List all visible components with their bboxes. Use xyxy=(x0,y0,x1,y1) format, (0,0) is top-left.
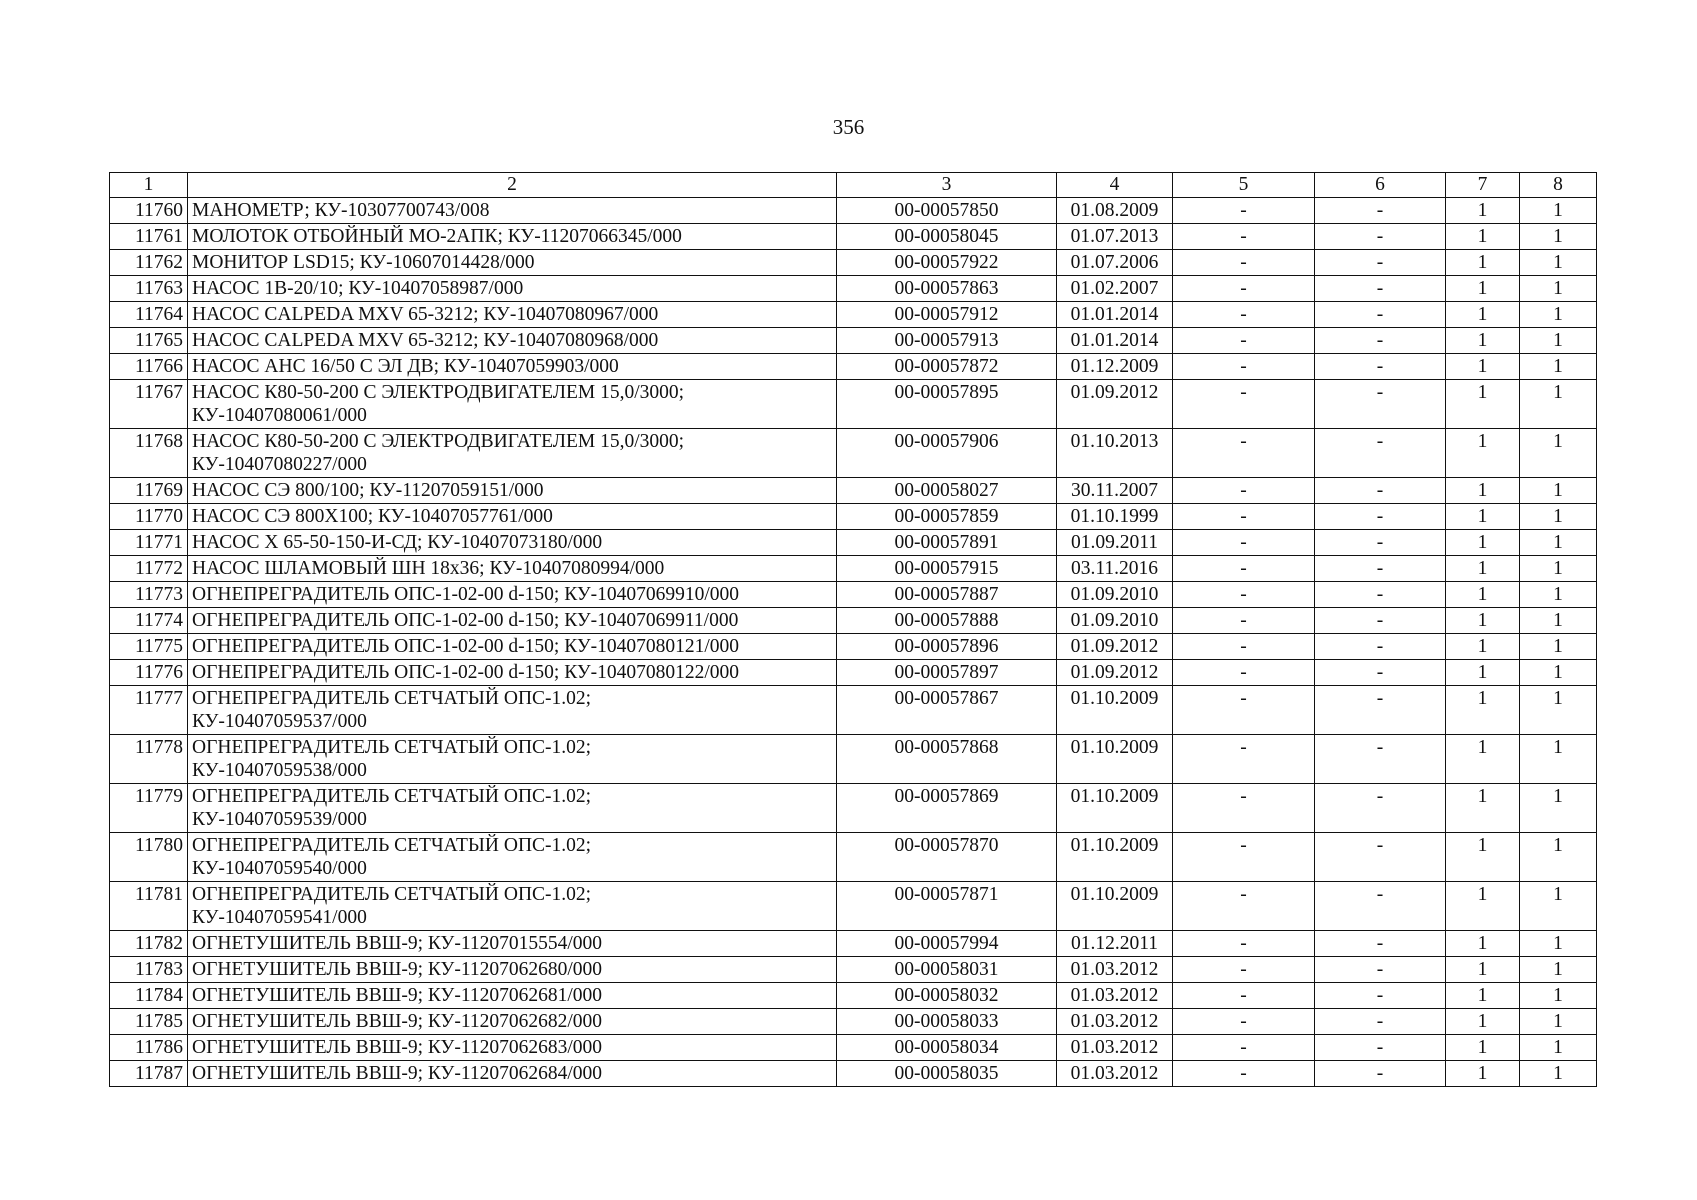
table-row xyxy=(110,380,1597,429)
date-cell: 01.01.2014 xyxy=(1057,302,1173,328)
col8-cell: 1 xyxy=(1520,833,1597,882)
col5-cell: - xyxy=(1173,957,1315,983)
col7-cell: 1 xyxy=(1446,983,1520,1009)
date-cell: 01.10.2009 xyxy=(1057,735,1173,784)
col5-cell: - xyxy=(1173,250,1315,276)
item-name-cell: МОЛОТОК ОТБОЙНЫЙ МО-2АПК; КУ-11207066345/000 xyxy=(188,224,837,250)
col6-cell: - xyxy=(1315,931,1446,957)
date-cell: 01.09.2011 xyxy=(1057,530,1173,556)
date-cell: 01.12.2011 xyxy=(1057,931,1173,957)
date-cell: 01.01.2014 xyxy=(1057,328,1173,354)
item-name-cell: ОГНЕПРЕГРАДИТЕЛЬ СЕТЧАТЫЙ ОПС-1.02; КУ-10407059538/000 xyxy=(188,735,837,784)
col8-cell: 1 xyxy=(1520,198,1597,224)
inventory-code-cell: 00-00057906 xyxy=(837,429,1057,478)
col8-cell: 1 xyxy=(1520,1009,1597,1035)
col5-cell: - xyxy=(1173,478,1315,504)
col5-cell: - xyxy=(1173,380,1315,429)
item-name-cell: ОГНЕПРЕГРАДИТЕЛЬ СЕТЧАТЫЙ ОПС-1.02; КУ-10407059541/000 xyxy=(188,882,837,931)
table-row xyxy=(110,931,1597,957)
inventory-code-cell: 00-00057871 xyxy=(837,882,1057,931)
col5-cell: - xyxy=(1173,582,1315,608)
col7-cell: 1 xyxy=(1446,660,1520,686)
col6-cell: - xyxy=(1315,1061,1446,1087)
col5-cell: - xyxy=(1173,1009,1315,1035)
inventory-code-cell: 00-00058027 xyxy=(837,478,1057,504)
table-row xyxy=(110,478,1597,504)
row-number-cell: 11780 xyxy=(110,833,188,882)
item-name-cell: НАСОС К80-50-200 С ЭЛЕКТРОДВИГАТЕЛЕМ 15,0/3000; КУ-10407080061/000 xyxy=(188,380,837,429)
col6-cell: - xyxy=(1315,250,1446,276)
header-row xyxy=(110,173,1597,198)
inventory-code-cell: 00-00058045 xyxy=(837,224,1057,250)
row-number-cell: 11775 xyxy=(110,634,188,660)
col8-cell: 1 xyxy=(1520,931,1597,957)
col8-cell: 1 xyxy=(1520,634,1597,660)
inventory-code-cell: 00-00057859 xyxy=(837,504,1057,530)
row-number-cell: 11763 xyxy=(110,276,188,302)
col7-cell: 1 xyxy=(1446,1009,1520,1035)
col6-cell: - xyxy=(1315,582,1446,608)
row-number-cell: 11770 xyxy=(110,504,188,530)
inventory-code-cell: 00-00057868 xyxy=(837,735,1057,784)
inventory-code-cell: 00-00057912 xyxy=(837,302,1057,328)
col8-cell: 1 xyxy=(1520,735,1597,784)
item-name-cell: НАСОС СЭ 800/100; КУ-11207059151/000 xyxy=(188,478,837,504)
inventory-code-cell: 00-00057872 xyxy=(837,354,1057,380)
col6-cell: - xyxy=(1315,660,1446,686)
inventory-code-cell: 00-00057887 xyxy=(837,582,1057,608)
inventory-code-cell: 00-00057870 xyxy=(837,833,1057,882)
date-cell: 01.09.2012 xyxy=(1057,380,1173,429)
row-number-cell: 11761 xyxy=(110,224,188,250)
table-row xyxy=(110,608,1597,634)
col6-cell: - xyxy=(1315,478,1446,504)
item-name-cell: ОГНЕПРЕГРАДИТЕЛЬ СЕТЧАТЫЙ ОПС-1.02; КУ-10407059540/000 xyxy=(188,833,837,882)
date-cell: 01.10.2009 xyxy=(1057,784,1173,833)
col7-cell: 1 xyxy=(1446,250,1520,276)
item-name-cell: ОГНЕПРЕГРАДИТЕЛЬ СЕТЧАТЫЙ ОПС-1.02; КУ-10407059539/000 xyxy=(188,784,837,833)
row-number-cell: 11773 xyxy=(110,582,188,608)
col6-cell: - xyxy=(1315,784,1446,833)
col6-cell: - xyxy=(1315,504,1446,530)
col5-cell: - xyxy=(1173,784,1315,833)
col6-cell: - xyxy=(1315,276,1446,302)
col7-cell: 1 xyxy=(1446,478,1520,504)
table-row xyxy=(110,530,1597,556)
date-cell: 01.10.2009 xyxy=(1057,686,1173,735)
table-row xyxy=(110,1061,1597,1087)
col7-cell: 1 xyxy=(1446,784,1520,833)
col5-cell: - xyxy=(1173,354,1315,380)
col6-cell: - xyxy=(1315,634,1446,660)
col8-cell: 1 xyxy=(1520,784,1597,833)
inventory-code-cell: 00-00057913 xyxy=(837,328,1057,354)
col6-cell: - xyxy=(1315,1009,1446,1035)
col8-cell: 1 xyxy=(1520,302,1597,328)
row-number-cell: 11784 xyxy=(110,983,188,1009)
date-cell: 01.09.2012 xyxy=(1057,634,1173,660)
col8-cell: 1 xyxy=(1520,276,1597,302)
inventory-code-cell: 00-00057994 xyxy=(837,931,1057,957)
inventory-code-cell: 00-00057922 xyxy=(837,250,1057,276)
col7-cell: 1 xyxy=(1446,686,1520,735)
date-cell: 01.03.2012 xyxy=(1057,957,1173,983)
date-cell: 01.10.2009 xyxy=(1057,833,1173,882)
item-name-cell: ОГНЕТУШИТЕЛЬ ВВШ-9; КУ-11207062681/000 xyxy=(188,983,837,1009)
col7-cell: 1 xyxy=(1446,530,1520,556)
table-row xyxy=(110,504,1597,530)
col8-cell: 1 xyxy=(1520,429,1597,478)
row-number-cell: 11772 xyxy=(110,556,188,582)
date-cell: 01.07.2006 xyxy=(1057,250,1173,276)
date-cell: 01.03.2012 xyxy=(1057,983,1173,1009)
col7-cell: 1 xyxy=(1446,931,1520,957)
item-name-cell: ОГНЕТУШИТЕЛЬ ВВШ-9; КУ-11207062684/000 xyxy=(188,1061,837,1087)
table-row xyxy=(110,354,1597,380)
col6-cell: - xyxy=(1315,302,1446,328)
col8-cell: 1 xyxy=(1520,686,1597,735)
item-name-cell: НАСОС Х 65-50-150-И-СД; КУ-10407073180/000 xyxy=(188,530,837,556)
date-cell: 30.11.2007 xyxy=(1057,478,1173,504)
item-name-cell: НАСОС СЭ 800Х100; КУ-10407057761/000 xyxy=(188,504,837,530)
col8-cell: 1 xyxy=(1520,660,1597,686)
inventory-code-cell: 00-00057891 xyxy=(837,530,1057,556)
col6-cell: - xyxy=(1315,1035,1446,1061)
table-row xyxy=(110,250,1597,276)
col6-cell: - xyxy=(1315,882,1446,931)
column-header: 7 xyxy=(1446,173,1520,198)
table-row xyxy=(110,784,1597,833)
col5-cell: - xyxy=(1173,429,1315,478)
row-number-cell: 11764 xyxy=(110,302,188,328)
col7-cell: 1 xyxy=(1446,556,1520,582)
item-name-cell: ОГНЕТУШИТЕЛЬ ВВШ-9; КУ-11207015554/000 xyxy=(188,931,837,957)
col6-cell: - xyxy=(1315,224,1446,250)
row-number-cell: 11765 xyxy=(110,328,188,354)
column-header: 5 xyxy=(1173,173,1315,198)
col6-cell: - xyxy=(1315,380,1446,429)
column-header: 2 xyxy=(188,173,837,198)
col6-cell: - xyxy=(1315,833,1446,882)
col8-cell: 1 xyxy=(1520,608,1597,634)
date-cell: 01.09.2010 xyxy=(1057,608,1173,634)
col5-cell: - xyxy=(1173,328,1315,354)
inventory-code-cell: 00-00058032 xyxy=(837,983,1057,1009)
col7-cell: 1 xyxy=(1446,276,1520,302)
col8-cell: 1 xyxy=(1520,1035,1597,1061)
col6-cell: - xyxy=(1315,530,1446,556)
table-row xyxy=(110,224,1597,250)
col7-cell: 1 xyxy=(1446,957,1520,983)
item-name-cell: ОГНЕПРЕГРАДИТЕЛЬ ОПС-1-02-00 d-150; КУ-10407080122/000 xyxy=(188,660,837,686)
table-row xyxy=(110,983,1597,1009)
col5-cell: - xyxy=(1173,302,1315,328)
col6-cell: - xyxy=(1315,957,1446,983)
inventory-code-cell: 00-00058031 xyxy=(837,957,1057,983)
inventory-code-cell: 00-00057869 xyxy=(837,784,1057,833)
col6-cell: - xyxy=(1315,735,1446,784)
page-number: 356 xyxy=(832,115,865,139)
col8-cell: 1 xyxy=(1520,328,1597,354)
col7-cell: 1 xyxy=(1446,302,1520,328)
col7-cell: 1 xyxy=(1446,882,1520,931)
item-name-cell: НАСОС 1В-20/10; КУ-10407058987/000 xyxy=(188,276,837,302)
inventory-code-cell: 00-00057863 xyxy=(837,276,1057,302)
table-row xyxy=(110,735,1597,784)
inventory-code-cell: 00-00057896 xyxy=(837,634,1057,660)
col8-cell: 1 xyxy=(1520,582,1597,608)
column-header: 8 xyxy=(1520,173,1597,198)
date-cell: 01.10.2013 xyxy=(1057,429,1173,478)
col5-cell: - xyxy=(1173,198,1315,224)
inventory-table xyxy=(109,172,1597,1087)
col8-cell: 1 xyxy=(1520,224,1597,250)
col7-cell: 1 xyxy=(1446,735,1520,784)
col7-cell: 1 xyxy=(1446,608,1520,634)
row-number-cell: 11768 xyxy=(110,429,188,478)
date-cell: 01.03.2012 xyxy=(1057,1061,1173,1087)
col8-cell: 1 xyxy=(1520,983,1597,1009)
col6-cell: - xyxy=(1315,556,1446,582)
date-cell: 01.03.2012 xyxy=(1057,1009,1173,1035)
date-cell: 01.10.1999 xyxy=(1057,504,1173,530)
row-number-cell: 11762 xyxy=(110,250,188,276)
col7-cell: 1 xyxy=(1446,354,1520,380)
col5-cell: - xyxy=(1173,556,1315,582)
row-number-cell: 11776 xyxy=(110,660,188,686)
col6-cell: - xyxy=(1315,198,1446,224)
col6-cell: - xyxy=(1315,608,1446,634)
item-name-cell: ОГНЕПРЕГРАДИТЕЛЬ ОПС-1-02-00 d-150; КУ-10407069911/000 xyxy=(188,608,837,634)
date-cell: 03.11.2016 xyxy=(1057,556,1173,582)
item-name-cell: ОГНЕТУШИТЕЛЬ ВВШ-9; КУ-11207062680/000 xyxy=(188,957,837,983)
col8-cell: 1 xyxy=(1520,380,1597,429)
table-row xyxy=(110,660,1597,686)
row-number-cell: 11760 xyxy=(110,198,188,224)
column-header: 4 xyxy=(1057,173,1173,198)
inventory-code-cell: 00-00057915 xyxy=(837,556,1057,582)
table-row xyxy=(110,328,1597,354)
table-row xyxy=(110,686,1597,735)
date-cell: 01.03.2012 xyxy=(1057,1035,1173,1061)
col6-cell: - xyxy=(1315,686,1446,735)
col8-cell: 1 xyxy=(1520,478,1597,504)
col5-cell: - xyxy=(1173,882,1315,931)
date-cell: 01.08.2009 xyxy=(1057,198,1173,224)
col6-cell: - xyxy=(1315,354,1446,380)
table-row xyxy=(110,1009,1597,1035)
col5-cell: - xyxy=(1173,276,1315,302)
row-number-cell: 11766 xyxy=(110,354,188,380)
col7-cell: 1 xyxy=(1446,1061,1520,1087)
table-row xyxy=(110,833,1597,882)
inventory-code-cell: 00-00057897 xyxy=(837,660,1057,686)
table-row xyxy=(110,957,1597,983)
table-row xyxy=(110,429,1597,478)
table-row xyxy=(110,634,1597,660)
col7-cell: 1 xyxy=(1446,198,1520,224)
col7-cell: 1 xyxy=(1446,582,1520,608)
row-number-cell: 11777 xyxy=(110,686,188,735)
col8-cell: 1 xyxy=(1520,354,1597,380)
date-cell: 01.10.2009 xyxy=(1057,882,1173,931)
row-number-cell: 11782 xyxy=(110,931,188,957)
table-row xyxy=(110,556,1597,582)
date-cell: 01.12.2009 xyxy=(1057,354,1173,380)
row-number-cell: 11779 xyxy=(110,784,188,833)
inventory-code-cell: 00-00058033 xyxy=(837,1009,1057,1035)
table-row xyxy=(110,1035,1597,1061)
date-cell: 01.09.2010 xyxy=(1057,582,1173,608)
col6-cell: - xyxy=(1315,983,1446,1009)
inventory-code-cell: 00-00058035 xyxy=(837,1061,1057,1087)
col5-cell: - xyxy=(1173,634,1315,660)
col5-cell: - xyxy=(1173,735,1315,784)
inventory-code-cell: 00-00057895 xyxy=(837,380,1057,429)
row-number-cell: 11783 xyxy=(110,957,188,983)
col7-cell: 1 xyxy=(1446,504,1520,530)
row-number-cell: 11787 xyxy=(110,1061,188,1087)
col7-cell: 1 xyxy=(1446,380,1520,429)
col5-cell: - xyxy=(1173,983,1315,1009)
item-name-cell: МАНОМЕТР; КУ-10307700743/008 xyxy=(188,198,837,224)
table-row xyxy=(110,302,1597,328)
col7-cell: 1 xyxy=(1446,224,1520,250)
inventory-code-cell: 00-00057888 xyxy=(837,608,1057,634)
col8-cell: 1 xyxy=(1520,556,1597,582)
col5-cell: - xyxy=(1173,504,1315,530)
row-number-cell: 11786 xyxy=(110,1035,188,1061)
inventory-code-cell: 00-00057867 xyxy=(837,686,1057,735)
col7-cell: 1 xyxy=(1446,833,1520,882)
col8-cell: 1 xyxy=(1520,1061,1597,1087)
col5-cell: - xyxy=(1173,833,1315,882)
item-name-cell: МОНИТОР LSD15; КУ-10607014428/000 xyxy=(188,250,837,276)
item-name-cell: ОГНЕТУШИТЕЛЬ ВВШ-9; КУ-11207062683/000 xyxy=(188,1035,837,1061)
item-name-cell: НАСОС ШЛАМОВЫЙ ШН 18х36; КУ-10407080994/000 xyxy=(188,556,837,582)
col7-cell: 1 xyxy=(1446,328,1520,354)
col5-cell: - xyxy=(1173,530,1315,556)
row-number-cell: 11767 xyxy=(110,380,188,429)
table-row xyxy=(110,582,1597,608)
row-number-cell: 11774 xyxy=(110,608,188,634)
row-number-cell: 11778 xyxy=(110,735,188,784)
item-name-cell: ОГНЕПРЕГРАДИТЕЛЬ ОПС-1-02-00 d-150; КУ-10407069910/000 xyxy=(188,582,837,608)
row-number-cell: 11771 xyxy=(110,530,188,556)
date-cell: 01.09.2012 xyxy=(1057,660,1173,686)
item-name-cell: НАСОС К80-50-200 С ЭЛЕКТРОДВИГАТЕЛЕМ 15,0/3000; КУ-10407080227/000 xyxy=(188,429,837,478)
date-cell: 01.07.2013 xyxy=(1057,224,1173,250)
item-name-cell: НАСОС CALPEDA MXV 65-3212; КУ-10407080967/000 xyxy=(188,302,837,328)
col8-cell: 1 xyxy=(1520,250,1597,276)
col5-cell: - xyxy=(1173,224,1315,250)
col5-cell: - xyxy=(1173,686,1315,735)
col5-cell: - xyxy=(1173,1035,1315,1061)
col6-cell: - xyxy=(1315,328,1446,354)
col7-cell: 1 xyxy=(1446,1035,1520,1061)
inventory-code-cell: 00-00057850 xyxy=(837,198,1057,224)
table-row xyxy=(110,198,1597,224)
inventory-code-cell: 00-00058034 xyxy=(837,1035,1057,1061)
col8-cell: 1 xyxy=(1520,530,1597,556)
row-number-cell: 11785 xyxy=(110,1009,188,1035)
item-name-cell: ОГНЕТУШИТЕЛЬ ВВШ-9; КУ-11207062682/000 xyxy=(188,1009,837,1035)
col8-cell: 1 xyxy=(1520,957,1597,983)
col8-cell: 1 xyxy=(1520,882,1597,931)
col5-cell: - xyxy=(1173,660,1315,686)
item-name-cell: НАСОС АНС 16/50 С ЭЛ ДВ; КУ-10407059903/000 xyxy=(188,354,837,380)
row-number-cell: 11769 xyxy=(110,478,188,504)
table-row xyxy=(110,276,1597,302)
date-cell: 01.02.2007 xyxy=(1057,276,1173,302)
column-header: 1 xyxy=(110,173,188,198)
col7-cell: 1 xyxy=(1446,634,1520,660)
col7-cell: 1 xyxy=(1446,429,1520,478)
col6-cell: - xyxy=(1315,429,1446,478)
col5-cell: - xyxy=(1173,608,1315,634)
item-name-cell: ОГНЕПРЕГРАДИТЕЛЬ ОПС-1-02-00 d-150; КУ-10407080121/000 xyxy=(188,634,837,660)
col8-cell: 1 xyxy=(1520,504,1597,530)
row-number-cell: 11781 xyxy=(110,882,188,931)
col5-cell: - xyxy=(1173,931,1315,957)
table-body xyxy=(110,198,1597,1087)
column-header: 6 xyxy=(1315,173,1446,198)
table-row xyxy=(110,882,1597,931)
column-header: 3 xyxy=(837,173,1057,198)
item-name-cell: ОГНЕПРЕГРАДИТЕЛЬ СЕТЧАТЫЙ ОПС-1.02; КУ-10407059537/000 xyxy=(188,686,837,735)
col5-cell: - xyxy=(1173,1061,1315,1087)
item-name-cell: НАСОС CALPEDA MXV 65-3212; КУ-10407080968/000 xyxy=(188,328,837,354)
